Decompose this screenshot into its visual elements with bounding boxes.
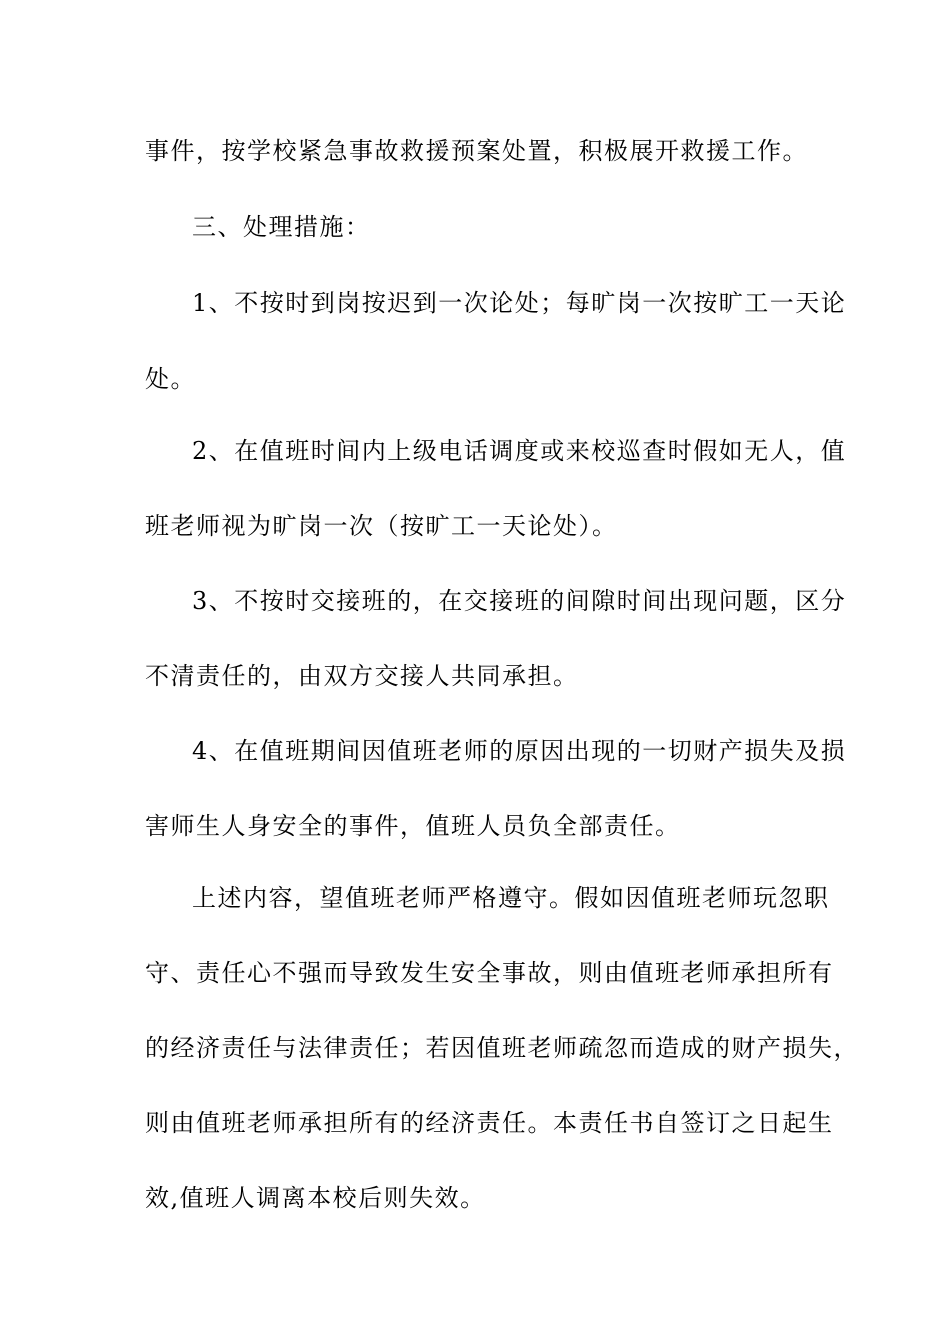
text-line-15: 效,值班人调离本校后则失效。 <box>145 1184 486 1212</box>
text-line-6: 班老师视为旷岗一次（按旷工一天论处）。 <box>145 512 618 540</box>
text-line-7: 3、不按时交接班的，在交接班的间隙时间出现问题，区分 <box>192 587 847 615</box>
text-line-11: 上述内容，望值班老师严格遵守。假如因值班老师玩忽职 <box>192 884 830 912</box>
text-line-5: 2、在值班时间内上级电话调度或来校巡查时假如无人，值 <box>192 437 847 465</box>
text-line-14: 则由值班老师承担所有的经济责任。本责任书自签订之日起生 <box>145 1109 834 1137</box>
text-line-4: 处。 <box>145 365 196 393</box>
text-line-12: 守、责任心不强而导致发生安全事故，则由值班老师承担所有 <box>145 959 834 987</box>
text-line-10: 害师生人身安全的事件，值班人员负全部责任。 <box>145 812 681 840</box>
text-line-1: 事件，按学校紧急事故救援预案处置，积极展开救援工作。 <box>145 137 808 165</box>
text-line-8: 不清责任的，由双方交接人共同承担。 <box>145 662 579 690</box>
section-heading-measures: 三、处理措施： <box>192 213 371 241</box>
text-line-13: 的经济责任与法律责任；若因值班老师疏忽而造成的财产损失， <box>145 1034 859 1062</box>
text-line-9: 4、在值班期间因值班老师的原因出现的一切财产损失及损 <box>192 737 847 765</box>
text-line-3: 1、不按时到岗按迟到一次论处；每旷岗一次按旷工一天论 <box>192 289 847 317</box>
